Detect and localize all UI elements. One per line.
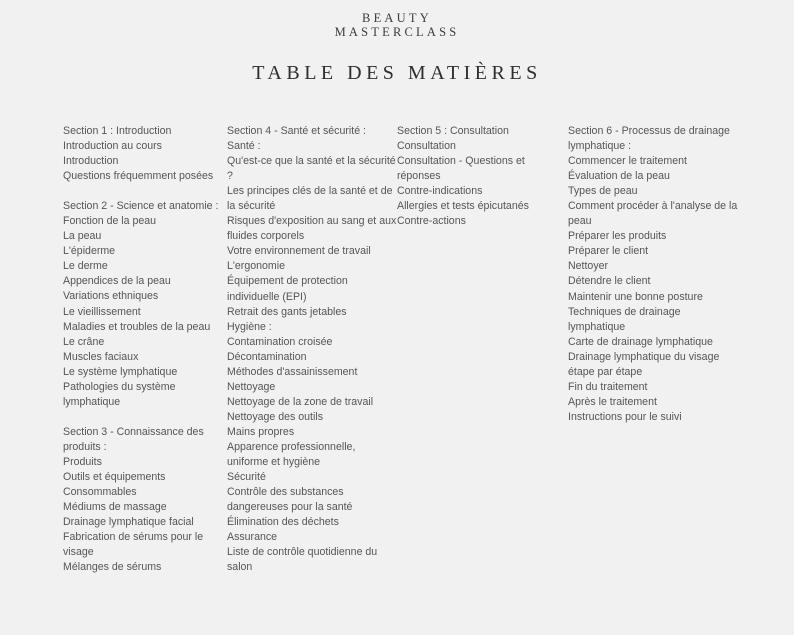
toc-entry: Types de peau: [568, 185, 638, 198]
toc-entry: Consultation: [397, 140, 456, 153]
toc-entry: individuelle (EPI): [227, 290, 307, 303]
toc-entry: Questions fréquemment posées: [63, 170, 214, 183]
toc-section-heading: Section 3 - Connaissance des: [63, 425, 204, 438]
toc-entry: Introduction au cours: [63, 140, 162, 153]
toc-entry: Hygiène :: [227, 320, 272, 333]
toc-entry: Maintenir une bonne posture: [568, 290, 703, 303]
toc-entry: Liste de contrôle quotidienne du: [227, 546, 378, 559]
toc-entry: visage: [63, 546, 94, 559]
toc-entry: ?: [227, 170, 233, 183]
toc-section-heading: Section 5 : Consultation: [397, 125, 509, 137]
toc-entry: La peau: [63, 230, 102, 243]
toc-section-heading: Section 6 - Processus de drainage: [568, 125, 730, 137]
toc-column-1: [63, 124, 218, 575]
toc-entry: Retrait des gants jetables: [227, 305, 347, 318]
toc-entry: Contre-indications: [397, 185, 483, 198]
toc-entry: Préparer les produits: [568, 230, 667, 243]
toc-entry: Le crâne: [63, 335, 105, 348]
toc-entry: Maladies et troubles de la peau: [63, 320, 211, 333]
toc-entry: réponses: [397, 170, 441, 183]
toc-entry: Fabrication de sérums pour le: [63, 531, 204, 544]
toc-entry: Santé :: [227, 140, 261, 153]
toc-entry: Le derme: [63, 260, 108, 273]
toc-entry: Carte de drainage lymphatique: [568, 335, 713, 348]
brand-line-2: MASTERCLASS: [334, 24, 460, 39]
toc-entry: Fin du traitement: [568, 380, 648, 393]
toc-entry: fluides corporels: [227, 230, 305, 243]
toc-entry: Mélanges de sérums: [63, 561, 162, 574]
toc-entry: Risques d'exposition au sang et aux: [227, 215, 397, 228]
toc-entry: Méthodes d'assainissement: [227, 365, 358, 378]
toc-entry: lymphatique: [568, 320, 626, 333]
toc-entry: Votre environnement de travail: [227, 245, 371, 258]
toc-entry: Allergies et tests épicutanés: [397, 200, 529, 213]
toc-entry: Consommables: [63, 486, 137, 499]
toc-entry: Fonction de la peau: [63, 215, 157, 228]
toc-entry: lymphatique :: [568, 140, 632, 153]
toc-entry: Nettoyer: [568, 260, 609, 273]
toc-entry: Appendices de la peau: [63, 275, 171, 288]
toc-entry: Médiums de massage: [63, 501, 167, 514]
toc-entry: Outils et équipements: [63, 470, 166, 483]
toc-entry: Mains propres: [227, 425, 295, 438]
toc-entry: L'ergonomie: [227, 260, 285, 273]
toc-entry: Comment procéder à l'analyse de la: [568, 200, 738, 213]
page-title: TABLE DES MATIÈRES: [252, 62, 542, 84]
toc-entry: Nettoyage des outils: [227, 410, 323, 423]
toc-entry: uniforme et hygiène: [227, 456, 321, 469]
toc-entry: Contamination croisée: [227, 335, 333, 348]
toc-entry: Équipement de protection: [227, 275, 348, 288]
toc-column-3: [397, 124, 529, 229]
toc-entry: L'épiderme: [63, 245, 116, 258]
toc-entry: Assurance: [227, 531, 278, 544]
toc-entry: Qu'est-ce que la santé et la sécurité: [227, 155, 396, 168]
toc-entry: Le vieillissement: [63, 305, 141, 318]
brand-line-1: BEAUTY: [362, 11, 432, 25]
toc-entry: Muscles faciaux: [63, 350, 139, 363]
toc-entry: lymphatique: [63, 395, 121, 408]
toc-entry: dangereuses pour la santé: [227, 501, 353, 514]
toc-entry: Pathologies du système: [63, 380, 176, 393]
toc-entry: Variations ethniques: [63, 290, 159, 303]
toc-entry: Techniques de drainage: [568, 305, 681, 318]
toc-entry: Introduction: [63, 155, 119, 168]
toc-entry: produits :: [63, 440, 107, 453]
toc-column-4: [568, 124, 737, 425]
toc-entry: Décontamination: [227, 350, 307, 363]
toc-section-heading: Section 2 - Science et anatomie :: [63, 200, 219, 213]
toc-entry: Sécurité: [227, 471, 266, 484]
toc-section-heading: Section 4 - Santé et sécurité :: [227, 125, 366, 137]
toc-entry: Contrôle des substances: [227, 486, 344, 499]
brand-logo: [0, 12, 794, 39]
toc-entry: Le système lymphatique: [63, 365, 178, 378]
toc-column-2: [227, 124, 396, 575]
toc-section-heading: Section 1 : Introduction: [63, 125, 172, 137]
toc-entry: Détendre le client: [568, 275, 651, 288]
toc-entry: Après le traitement: [568, 395, 657, 408]
toc-entry: Commencer le traitement: [568, 155, 687, 168]
toc-entry: Apparence professionnelle,: [227, 440, 356, 453]
toc-entry: Contre-actions: [397, 215, 466, 228]
toc-entry: Évaluation de la peau: [568, 170, 670, 183]
toc-entry: étape par étape: [568, 365, 643, 378]
toc-entry: Produits: [63, 455, 102, 468]
toc-entry: peau: [568, 215, 592, 228]
toc-entry: Élimination des déchets: [227, 516, 339, 529]
toc-entry: Préparer le client: [568, 245, 649, 258]
toc-entry: Les principes clés de la santé et de: [227, 185, 393, 198]
toc-entry: Nettoyage de la zone de travail: [227, 395, 374, 408]
section-spacer: [63, 184, 218, 199]
toc-entry: Consultation - Questions et: [397, 155, 525, 168]
toc-entry: Instructions pour le suivi: [568, 410, 682, 423]
toc-entry: la sécurité: [227, 200, 276, 213]
toc-entry: Drainage lymphatique du visage: [568, 350, 720, 363]
toc-entry: Drainage lymphatique facial: [63, 516, 194, 529]
toc-entry: salon: [227, 561, 253, 574]
section-spacer: [63, 410, 218, 425]
toc-entry: Nettoyage: [227, 380, 276, 393]
